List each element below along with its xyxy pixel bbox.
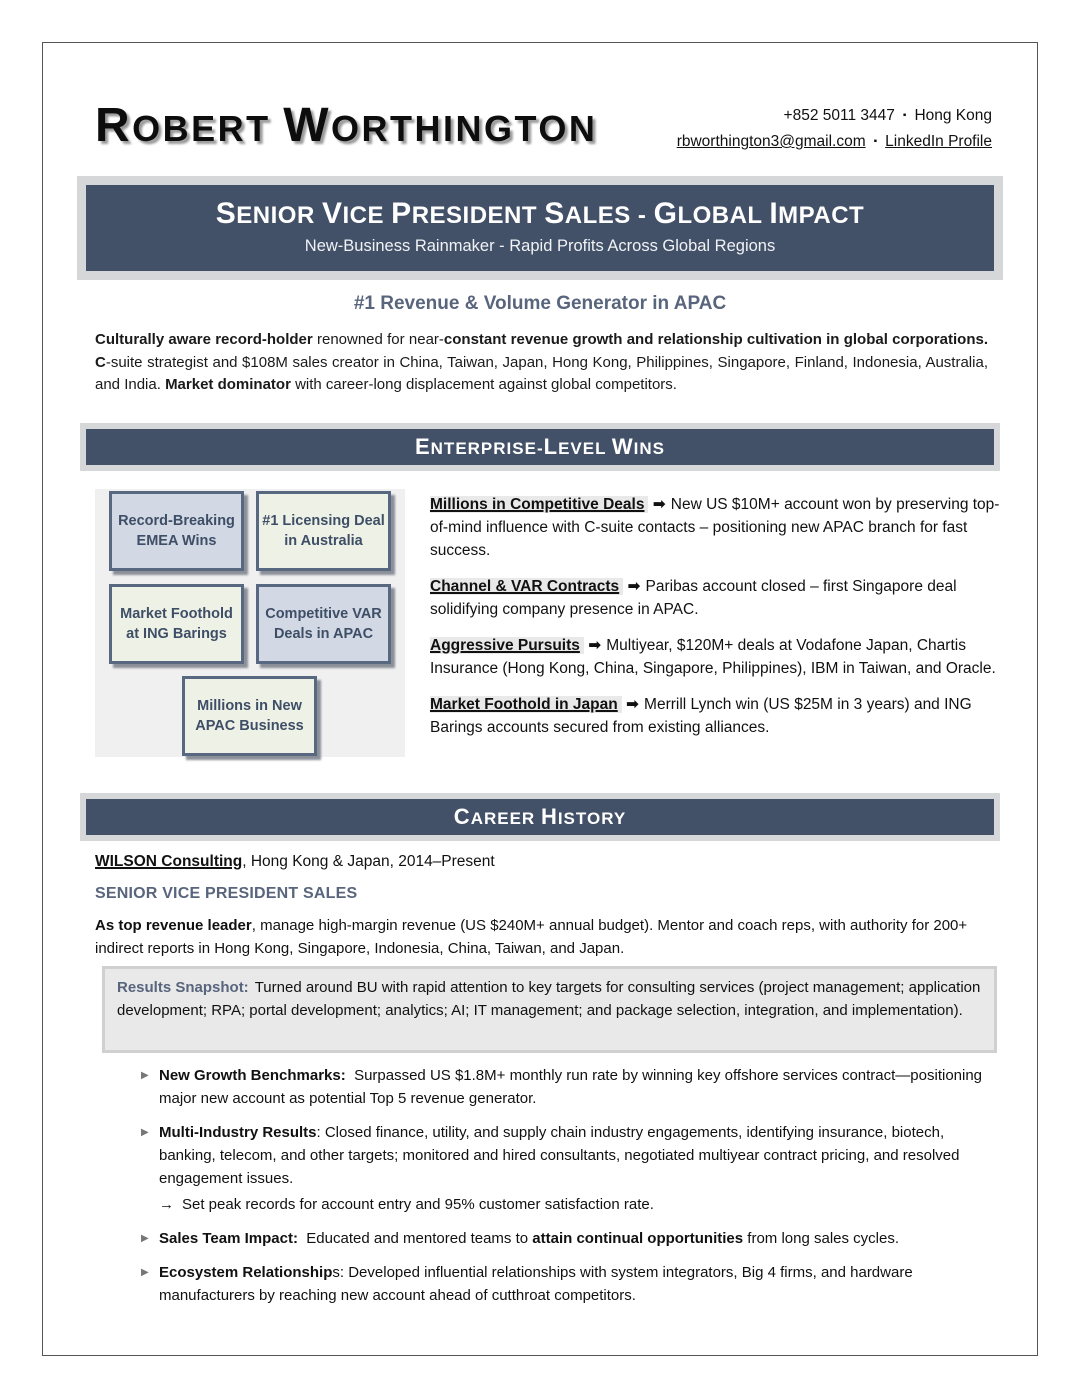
headline-title: SENIOR VICE PRESIDENT SALES - GLOBAL IMPACT bbox=[215, 197, 865, 230]
separator-icon: ▪ bbox=[902, 110, 907, 121]
win-heading: Market Foothold in Japan bbox=[430, 696, 622, 713]
win-item bbox=[430, 575, 1000, 621]
name-last-rest: ORTHINGTON bbox=[331, 108, 598, 149]
win-box-label: Millions in New APAC Business bbox=[195, 698, 304, 734]
win-box bbox=[256, 491, 391, 571]
name-initial-first: R bbox=[95, 99, 133, 152]
win-box bbox=[256, 584, 391, 664]
bullet-text: Educated and mentored teams to bbox=[306, 1230, 533, 1247]
triangle-bullet-icon: ▶ bbox=[141, 1233, 149, 1244]
right-arrow-icon: → bbox=[159, 1196, 174, 1213]
win-box-label: Competitive VAR Deals in APAC bbox=[265, 606, 382, 642]
headline-subtitle: New-Business Rainmaker - Rapid Profits Across Global Regions bbox=[304, 237, 776, 255]
win-box-label: Record-Breaking EMEA Wins bbox=[118, 513, 235, 549]
summary-segment: -suite strategist and $108M sales creator in China, Taiwan, Japan, Hong Kong, Philippines, Singapore, Finland, Indonesia, Australia, and India. bbox=[95, 353, 988, 393]
bullet-text: from long sales cycles. bbox=[743, 1230, 899, 1247]
win-text: Multiyear, $120M+ deals at Vodafone Japan, Chartis Insurance (Hong Kong, China, Singapore, Philippines), IBM in Taiwan, and Oracle. bbox=[430, 637, 996, 677]
triangle-bullet-icon: ▶ bbox=[141, 1127, 149, 1138]
bullet-heading: Sales Team Impact: bbox=[159, 1230, 298, 1247]
summary-paragraph bbox=[95, 329, 988, 397]
bullet-item bbox=[138, 1121, 998, 1216]
summary-segment: constant revenue growth and relationship cultivation in global corporations. bbox=[443, 331, 988, 348]
summary-segment: Market dominator bbox=[165, 376, 291, 393]
sub-bullet bbox=[159, 1193, 998, 1216]
name-initial-last: W bbox=[283, 99, 331, 152]
role-desc-lead: As top revenue leader bbox=[95, 917, 252, 934]
win-text: New US $10M+ account won by preserving top-of-mind influence with C-suite contacts – positioning new APAC branch for fast success. bbox=[430, 496, 1000, 559]
bullet-heading: Ecosystem Relationship bbox=[159, 1264, 333, 1281]
bullet-bold-text: attain continual opportunities bbox=[532, 1230, 744, 1247]
section-title-career: CAREER HISTORY bbox=[86, 799, 994, 835]
win-box bbox=[109, 491, 244, 571]
bullet-item bbox=[138, 1261, 998, 1307]
right-arrow-icon: ➡ bbox=[626, 696, 640, 713]
role-title: SENIOR VICE PRESIDENT SALES bbox=[95, 885, 358, 902]
section-title-wins: ENTERPRISE-LEVEL WINS bbox=[86, 429, 994, 465]
title-banner bbox=[77, 176, 1003, 280]
section-header-wins bbox=[80, 423, 1000, 471]
right-arrow-icon: ➡ bbox=[588, 637, 602, 654]
results-snapshot-box bbox=[102, 966, 997, 1053]
win-text: Merrill Lynch win (US $25M in 3 years) and ING Barings accounts secured from existing alliances. bbox=[430, 696, 972, 736]
triangle-bullet-icon: ▶ bbox=[141, 1070, 149, 1081]
contact-line-1 bbox=[677, 103, 992, 129]
tagline: #1 Revenue & Volume Generator in APAC bbox=[353, 293, 727, 314]
name-first-rest: OBERT bbox=[132, 108, 271, 149]
win-item bbox=[430, 634, 1000, 680]
company-details: , Hong Kong & Japan, 2014–Present bbox=[242, 853, 495, 870]
separator-icon: ▪ bbox=[873, 136, 878, 148]
wins-list bbox=[430, 493, 1000, 752]
summary-segment: with career-long displacement against global competitors. bbox=[290, 376, 677, 393]
right-arrow-icon: ➡ bbox=[652, 496, 666, 513]
bullet-item bbox=[138, 1064, 998, 1110]
win-box-label: Market Foothold at ING Barings bbox=[120, 606, 233, 642]
bullet-heading: Multi-Industry Results bbox=[159, 1124, 317, 1141]
achievement-bullets bbox=[138, 1064, 998, 1318]
win-box bbox=[109, 584, 244, 664]
win-box-label: #1 Licensing Deal in Australia bbox=[262, 513, 385, 549]
win-item bbox=[430, 693, 1000, 739]
win-heading: Channel & VAR Contracts bbox=[430, 578, 623, 595]
right-arrow-icon: ➡ bbox=[627, 578, 641, 595]
summary-segment: Culturally aware record-holder bbox=[95, 331, 313, 348]
contact-line-2 bbox=[677, 129, 992, 155]
company-line bbox=[95, 853, 495, 871]
bullet-item bbox=[138, 1227, 998, 1250]
section-header-career bbox=[80, 793, 1000, 841]
contact-block bbox=[677, 103, 992, 155]
snapshot-text: Turned around BU with rapid attention to key targets for consulting services (project management; application development; RPA; portal development; analytics; AI; IT management; and package selection, integration, and implementation). bbox=[117, 979, 981, 1019]
win-box bbox=[182, 676, 317, 756]
sub-bullet-text: Set peak records for account entry and 95% customer satisfaction rate. bbox=[182, 1196, 654, 1213]
win-heading: Aggressive Pursuits bbox=[430, 637, 584, 654]
phone: +852 5011 3447 bbox=[783, 107, 895, 125]
win-item bbox=[430, 493, 1000, 562]
bullet-text: Surpassed US $1.8M+ monthly run rate by winning key offshore services contract—positioning major new account as potential Top 5 revenue generator. bbox=[159, 1067, 983, 1107]
bullet-heading: New Growth Benchmarks: bbox=[159, 1067, 346, 1084]
summary-segment: renowned for near- bbox=[312, 331, 444, 348]
candidate-name bbox=[95, 98, 597, 153]
location: Hong Kong bbox=[914, 107, 992, 125]
bullet-text: s: Developed influential relationships with system integrators, Big 4 firms, and hardware manufacturers by reaching new account ahead of cutthroat competitors. bbox=[159, 1264, 913, 1304]
company-name: WILSON Consulting bbox=[95, 853, 243, 870]
bullet-text: : Closed finance, utility, and supply chain industry engagements, identifying insurance, biotech, banking, telecom, and other targets; monitored and hired consultants, negotiated multiyear contract pricing, and resolved engagement issues. bbox=[159, 1124, 960, 1187]
wins-graphic-panel bbox=[95, 489, 405, 757]
email-link[interactable]: rbworthington3@gmail.com bbox=[676, 133, 866, 151]
snapshot-label: Results Snapshot: bbox=[117, 979, 249, 996]
summary-segment: C bbox=[95, 353, 106, 371]
linkedin-link[interactable]: LinkedIn Profile bbox=[885, 133, 992, 151]
triangle-bullet-icon: ▶ bbox=[141, 1267, 149, 1278]
role-description bbox=[95, 914, 995, 960]
title-banner-inner bbox=[86, 185, 994, 271]
role-desc-text: , manage high-margin revenue (US $240M+ annual budget). Mentor and coach reps, with authority for 200+ indirect reports in Hong Kong, Singapore, Indonesia, China, Taiwan, and Japan. bbox=[95, 917, 968, 957]
win-text: Paribas account closed – first Singapore deal solidifying company presence in APAC. bbox=[430, 578, 957, 618]
win-heading: Millions in Competitive Deals bbox=[430, 496, 648, 513]
